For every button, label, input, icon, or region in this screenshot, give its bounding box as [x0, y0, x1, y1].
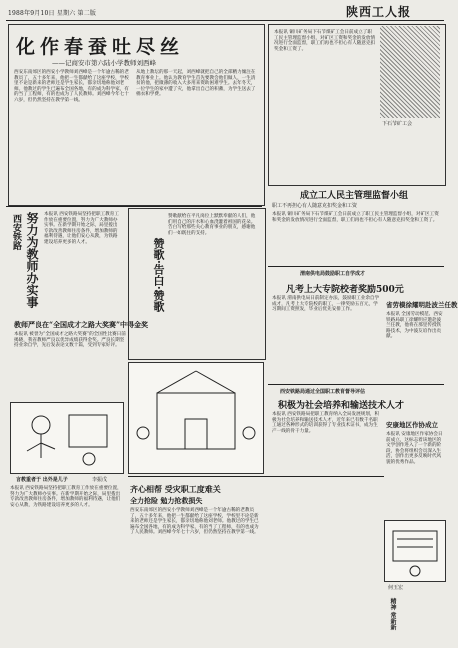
relief-headline: 齐心相帮 受灾职工度难关: [130, 484, 221, 494]
portrait-caption: 下石节矿工会: [382, 121, 413, 127]
bottom-headline: 积极为社会培养和输送技术人才: [278, 401, 405, 411]
cartoon-2: [128, 362, 264, 474]
header-rule: [6, 20, 444, 21]
cartoon-1: [10, 402, 124, 474]
center-story-text: 赞歌献给在平凡岗位上默默奉献的人们，他们用自己的汗水和心血浇灌着祖国的花朵。告白写给那些关心教育事业的朋友，感谢他们一如既往的支持。: [168, 214, 256, 236]
section-rule-4: [268, 384, 444, 385]
far-right-headline: 省劳模徐耀明赴波兰任教: [386, 301, 458, 309]
portrait-photo: [380, 26, 440, 118]
bottom-left-text: 本报讯 西安铁路局坚持把职工教育工作放在重要位置，努力为广大教师办实事。在新学期开始之际，局里拨出专款改善教师住房条件，增加教师的福利待遇，让他们安心从教，为铁路建设培养更多的人才。: [10, 486, 122, 508]
relief-subheadline: 全力抢险 勉力抢救损失: [130, 496, 203, 505]
middle-banner: 西安铁路局通过全国职工教育督导评估: [280, 389, 366, 395]
right-top-text: 本报讯 铜川矿务局下石节煤矿工会日前成立了职工民主管理监督小组，对矿区工资和奖金的发放情况进行全面监督，职工们再也不担心有人随意克扣奖金和工资了。: [274, 30, 376, 52]
masthead: 陕西工人报: [346, 5, 412, 19]
side-heading-2: 努力为教师办实事: [25, 212, 39, 308]
section-rule-1: [6, 206, 262, 207]
far-right-headline-2: 安康地区作协成立: [386, 421, 438, 429]
cartoon-1-drawing: [11, 403, 123, 473]
far-right-text-2: 本报讯 安康地区作家协会日前成立，这标志着该地区的文学创作进入了一个新的阶段，协会将组织会员深入生活，创作出更多反映时代风貌的优秀作品。: [386, 432, 443, 465]
bottom-story-text: 本报讯 西安铁路局把职工教育纳入全局发展规划，积极为社会培养和输送技术人才，近年来已有数千名职工通过各种形式的培训获得了专业技术证书，成为生产一线的骨干力量。: [272, 412, 380, 434]
right-main-subheadline: 职工不再担心有人随意克扣奖金和工资: [272, 203, 358, 209]
section-rule-3: [268, 266, 444, 267]
cartoon-3-drawing: [385, 521, 445, 581]
side-story-text: 本报讯 西安铁路局坚持把职工教育工作放在重要位置，努力为广大教师办实事。在新学期开始之际，局里拨出专款改善教师住房条件，增加教师的福利待遇，让他们安心从教，为铁路建设培养更多的人才。: [44, 212, 119, 245]
lead-subtitle: ——记商安市第六陆小学教师刘西峰: [52, 59, 156, 67]
lead-headline: 化作春蚕吐尽丝: [16, 36, 185, 58]
far-right-text: 本报讯 全国劳动模范、西安铁路局职工徐耀明应邀赴波兰任教，他将在那里传授铁路技术，为中波友谊作出贡献。: [386, 312, 443, 340]
lead-column-2: 从地上教坛的那一天起，刘西峰就把自己的全部精力倾注在教育事业上。他认为教育学生首先要教会他们做人，一生清贫的他，把微薄的收入大多用来资助困难学生。去年冬天，一位学生的家中遭了灾，他拿出自己的积蓄，为学生送去了棉衣和学费。: [136, 70, 256, 98]
right-main-headline: 成立工人民主管理监督小组: [300, 191, 409, 201]
center-headline: 赞歌·告白·赞歌: [152, 238, 165, 312]
cartoon-3: [384, 520, 446, 582]
cartoon-3-author: 何玉宏: [388, 585, 404, 591]
cartoon-1-caption: 言教重者于 出外是儿子: [16, 477, 68, 483]
cartoon-2-drawing: [129, 363, 263, 473]
bottom-center-text: 西安东南郊区的西安小学教师刘西峰是一个年逾古稀的老教员了，五十多年来，他把一生都献给了这座学校，学校里不论是新来的老师还是学生家长，都亲切地称他刘老师。他教过的学生已遍布全国各地，有的成为科学家，有的当了工程师，有的也成为了人民教师。刘西峰今年七十六岁，但仍然坚持在教学第一线。: [130, 508, 259, 536]
lead-column-1: 西安东南郊区的西安小学教师刘西峰是一个年逾古稀的老教员了，五十多年来，他把一生都献给了这座学校，学校里不论是新来的老师还是学生家长，都亲切地称他刘老师。他教过的学生已遍布全国各地，有的成为科学家，有的当了工程师，有的也成为了人民教师。刘西峰今年七十六岁，但仍然坚持在教学第一线。: [14, 70, 129, 103]
right-main-text: 本报讯 铜川矿务局下石节煤矿工会日前成立了职工民主管理监督小组，对矿区工资和奖金的发放情况进行全面监督，职工们再也不担心有人随意克扣奖金和工资了。: [272, 212, 439, 223]
teacher-award-headline: 教师严良在“全国成才之路大奖赛”中得金奖: [14, 320, 149, 329]
issue-date-line: 1988年9月10日 星期六 第二版: [8, 10, 97, 17]
side-heading-1: 西安铁路: [11, 214, 21, 250]
right-story-2-headline: 凡考上大专院校者奖励500元: [286, 285, 404, 295]
right-story-2-kicker: 渭南供电局鼓励职工自学成才: [300, 271, 366, 277]
right-story-2-text: 本报讯 渭南供电局日前制定办法，鼓励职工业余自学成才，凡考上大专院校的职工，一律奖励五百元，学习期间工资照发，毕业后优先安排工作。: [272, 296, 380, 313]
cartoon-3-sign: 精神 常新新: [389, 598, 396, 631]
cartoon-1-author: 李振戊: [92, 477, 108, 483]
teacher-award-text: 本报讯 被誉为“全国成才之路大奖赛”的全国性比赛日前揭晓，我省教师严良以优异成绩获得金奖。严良长期坚持业余自学，先后发表论文数十篇，受到专家好评。: [14, 332, 126, 349]
